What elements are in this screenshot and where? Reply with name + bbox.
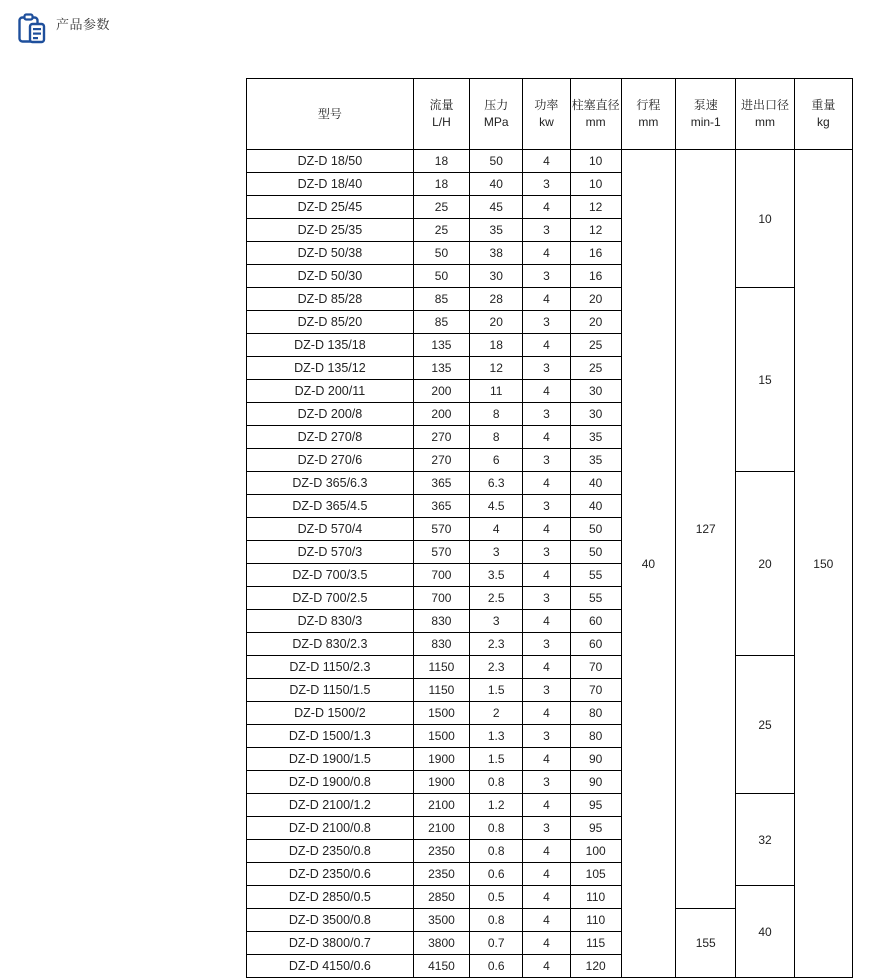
cell-pressure: 28 bbox=[470, 288, 523, 311]
cell-plunger-diameter: 60 bbox=[570, 633, 621, 656]
cell-power: 3 bbox=[523, 219, 570, 242]
cell-model: DZ-D 25/35 bbox=[247, 219, 414, 242]
cell-plunger-diameter: 35 bbox=[570, 426, 621, 449]
cell-power: 3 bbox=[523, 357, 570, 380]
cell-model: DZ-D 700/3.5 bbox=[247, 564, 414, 587]
cell-plunger-diameter: 95 bbox=[570, 817, 621, 840]
cell-power: 3 bbox=[523, 771, 570, 794]
cell-flow: 200 bbox=[413, 403, 469, 426]
cell-flow: 570 bbox=[413, 541, 469, 564]
cell-pressure: 11 bbox=[470, 380, 523, 403]
cell-flow: 135 bbox=[413, 357, 469, 380]
table-row bbox=[247, 886, 853, 909]
cell-plunger-diameter: 25 bbox=[570, 357, 621, 380]
cell-plunger-diameter: 10 bbox=[570, 173, 621, 196]
cell-plunger-diameter: 12 bbox=[570, 196, 621, 219]
cell-power: 3 bbox=[523, 725, 570, 748]
cell-flow: 1500 bbox=[413, 702, 469, 725]
cell-flow: 4150 bbox=[413, 955, 469, 978]
column-header-label: 行程 bbox=[636, 98, 661, 112]
cell-plunger-diameter: 80 bbox=[570, 702, 621, 725]
table-row bbox=[247, 472, 853, 495]
cell-power: 3 bbox=[523, 265, 570, 288]
cell-pressure: 2 bbox=[470, 702, 523, 725]
cell-model: DZ-D 1500/1.3 bbox=[247, 725, 414, 748]
cell-power: 4 bbox=[523, 150, 570, 173]
cell-power: 4 bbox=[523, 840, 570, 863]
cell-pressure: 6.3 bbox=[470, 472, 523, 495]
cell-flow: 2350 bbox=[413, 863, 469, 886]
cell-power: 4 bbox=[523, 886, 570, 909]
cell-pressure: 1.5 bbox=[470, 679, 523, 702]
column-header-stroke bbox=[621, 79, 675, 150]
column-header-unit: min-1 bbox=[690, 115, 721, 129]
cell-plunger-diameter: 55 bbox=[570, 587, 621, 610]
column-header-unit: kg bbox=[816, 115, 830, 129]
cell-pressure: 0.8 bbox=[470, 840, 523, 863]
cell-power: 4 bbox=[523, 472, 570, 495]
cell-model: DZ-D 18/50 bbox=[247, 150, 414, 173]
cell-power: 3 bbox=[523, 679, 570, 702]
column-header-label: 流量 bbox=[429, 98, 454, 112]
cell-model: DZ-D 4150/0.6 bbox=[247, 955, 414, 978]
cell-pressure: 50 bbox=[470, 150, 523, 173]
cell-model: DZ-D 365/4.5 bbox=[247, 495, 414, 518]
table-header-row bbox=[247, 79, 853, 150]
cell-plunger-diameter: 35 bbox=[570, 449, 621, 472]
cell-plunger-diameter: 105 bbox=[570, 863, 621, 886]
cell-flow: 2100 bbox=[413, 794, 469, 817]
cell-flow: 85 bbox=[413, 311, 469, 334]
cell-power: 4 bbox=[523, 334, 570, 357]
cell-plunger-diameter: 16 bbox=[570, 242, 621, 265]
cell-plunger-diameter: 120 bbox=[570, 955, 621, 978]
cell-power: 4 bbox=[523, 564, 570, 587]
cell-flow: 1500 bbox=[413, 725, 469, 748]
cell-model: DZ-D 1500/2 bbox=[247, 702, 414, 725]
cell-power: 3 bbox=[523, 587, 570, 610]
cell-model: DZ-D 1900/1.5 bbox=[247, 748, 414, 771]
cell-model: DZ-D 3800/0.7 bbox=[247, 932, 414, 955]
cell-model: DZ-D 2100/0.8 bbox=[247, 817, 414, 840]
cell-pressure: 45 bbox=[470, 196, 523, 219]
cell-plunger-diameter: 110 bbox=[570, 886, 621, 909]
cell-port-diameter: 15 bbox=[736, 288, 794, 472]
column-header-power bbox=[523, 79, 570, 150]
cell-pressure: 4.5 bbox=[470, 495, 523, 518]
cell-pump-speed: 155 bbox=[676, 909, 736, 978]
cell-plunger-diameter: 40 bbox=[570, 472, 621, 495]
cell-pressure: 30 bbox=[470, 265, 523, 288]
cell-power: 3 bbox=[523, 173, 570, 196]
cell-plunger-diameter: 30 bbox=[570, 403, 621, 426]
column-header-label: 柱塞直径 bbox=[571, 98, 620, 112]
cell-power: 4 bbox=[523, 748, 570, 771]
cell-flow: 270 bbox=[413, 426, 469, 449]
cell-flow: 1900 bbox=[413, 771, 469, 794]
cell-pressure: 0.8 bbox=[470, 771, 523, 794]
cell-pressure: 1.3 bbox=[470, 725, 523, 748]
cell-flow: 85 bbox=[413, 288, 469, 311]
page-title: 产品参数 bbox=[56, 16, 111, 32]
cell-power: 4 bbox=[523, 242, 570, 265]
clipboard-icon bbox=[18, 13, 46, 45]
cell-plunger-diameter: 95 bbox=[570, 794, 621, 817]
column-header-label: 进出口径 bbox=[740, 98, 789, 112]
cell-flow: 700 bbox=[413, 564, 469, 587]
cell-power: 4 bbox=[523, 610, 570, 633]
cell-model: DZ-D 200/11 bbox=[247, 380, 414, 403]
cell-pressure: 0.5 bbox=[470, 886, 523, 909]
cell-plunger-diameter: 16 bbox=[570, 265, 621, 288]
cell-pressure: 4 bbox=[470, 518, 523, 541]
cell-model: DZ-D 50/30 bbox=[247, 265, 414, 288]
cell-plunger-diameter: 50 bbox=[570, 518, 621, 541]
cell-power: 4 bbox=[523, 288, 570, 311]
cell-plunger-diameter: 40 bbox=[570, 495, 621, 518]
column-header-unit: L/H bbox=[432, 115, 451, 129]
cell-flow: 365 bbox=[413, 495, 469, 518]
table-row bbox=[247, 150, 853, 173]
cell-power: 3 bbox=[523, 403, 570, 426]
cell-plunger-diameter: 70 bbox=[570, 679, 621, 702]
cell-pressure: 8 bbox=[470, 426, 523, 449]
cell-pressure: 20 bbox=[470, 311, 523, 334]
cell-weight: 150 bbox=[794, 150, 852, 978]
cell-model: DZ-D 1150/1.5 bbox=[247, 679, 414, 702]
cell-plunger-diameter: 10 bbox=[570, 150, 621, 173]
column-header-unit: mm bbox=[755, 115, 775, 129]
cell-model: DZ-D 18/40 bbox=[247, 173, 414, 196]
cell-model: DZ-D 135/18 bbox=[247, 334, 414, 357]
cell-power: 4 bbox=[523, 863, 570, 886]
cell-stroke: 40 bbox=[621, 150, 675, 978]
column-header-unit: MPa bbox=[483, 115, 509, 129]
cell-plunger-diameter: 60 bbox=[570, 610, 621, 633]
cell-pressure: 2.3 bbox=[470, 633, 523, 656]
cell-flow: 830 bbox=[413, 633, 469, 656]
cell-model: DZ-D 270/6 bbox=[247, 449, 414, 472]
cell-model: DZ-D 1150/2.3 bbox=[247, 656, 414, 679]
cell-pressure: 35 bbox=[470, 219, 523, 242]
cell-plunger-diameter: 110 bbox=[570, 909, 621, 932]
cell-power: 4 bbox=[523, 794, 570, 817]
cell-port-diameter: 20 bbox=[736, 472, 794, 656]
cell-power: 3 bbox=[523, 495, 570, 518]
cell-flow: 18 bbox=[413, 173, 469, 196]
cell-pressure: 12 bbox=[470, 357, 523, 380]
column-header-plunger bbox=[570, 79, 621, 150]
cell-port-diameter: 25 bbox=[736, 656, 794, 794]
product-parameters-table bbox=[246, 78, 853, 978]
cell-plunger-diameter: 30 bbox=[570, 380, 621, 403]
cell-power: 3 bbox=[523, 633, 570, 656]
cell-model: DZ-D 365/6.3 bbox=[247, 472, 414, 495]
cell-flow: 1900 bbox=[413, 748, 469, 771]
column-header-label: 型号 bbox=[317, 106, 342, 121]
cell-port-diameter: 32 bbox=[736, 794, 794, 886]
cell-power: 4 bbox=[523, 196, 570, 219]
table-header bbox=[247, 79, 853, 150]
table-row bbox=[247, 288, 853, 311]
column-header-label: 压力 bbox=[484, 98, 509, 112]
column-header-unit: kw bbox=[539, 115, 554, 129]
cell-power: 4 bbox=[523, 955, 570, 978]
cell-flow: 50 bbox=[413, 265, 469, 288]
cell-pressure: 3 bbox=[470, 610, 523, 633]
cell-flow: 3800 bbox=[413, 932, 469, 955]
cell-model: DZ-D 270/8 bbox=[247, 426, 414, 449]
cell-pressure: 2.5 bbox=[470, 587, 523, 610]
cell-plunger-diameter: 12 bbox=[570, 219, 621, 242]
cell-model: DZ-D 830/2.3 bbox=[247, 633, 414, 656]
cell-model: DZ-D 2100/1.2 bbox=[247, 794, 414, 817]
page-header bbox=[0, 0, 869, 44]
column-header-unit: mm bbox=[638, 115, 659, 129]
cell-model: DZ-D 570/3 bbox=[247, 541, 414, 564]
cell-pressure: 0.8 bbox=[470, 817, 523, 840]
cell-port-diameter: 40 bbox=[736, 886, 794, 978]
cell-flow: 18 bbox=[413, 150, 469, 173]
cell-pressure: 40 bbox=[470, 173, 523, 196]
cell-flow: 700 bbox=[413, 587, 469, 610]
cell-flow: 3500 bbox=[413, 909, 469, 932]
cell-flow: 200 bbox=[413, 380, 469, 403]
column-header-label: 重量 bbox=[811, 98, 836, 112]
column-header-label: 功率 bbox=[534, 98, 559, 112]
cell-pressure: 18 bbox=[470, 334, 523, 357]
cell-flow: 135 bbox=[413, 334, 469, 357]
cell-power: 4 bbox=[523, 702, 570, 725]
cell-model: DZ-D 200/8 bbox=[247, 403, 414, 426]
cell-power: 4 bbox=[523, 380, 570, 403]
cell-model: DZ-D 1900/0.8 bbox=[247, 771, 414, 794]
cell-flow: 2850 bbox=[413, 886, 469, 909]
cell-pressure: 0.6 bbox=[470, 955, 523, 978]
column-header-speed bbox=[676, 79, 736, 150]
cell-flow: 830 bbox=[413, 610, 469, 633]
cell-model: DZ-D 700/2.5 bbox=[247, 587, 414, 610]
cell-plunger-diameter: 20 bbox=[570, 311, 621, 334]
cell-plunger-diameter: 55 bbox=[570, 564, 621, 587]
cell-model: DZ-D 830/3 bbox=[247, 610, 414, 633]
cell-model: DZ-D 3500/0.8 bbox=[247, 909, 414, 932]
cell-power: 3 bbox=[523, 449, 570, 472]
cell-plunger-diameter: 90 bbox=[570, 748, 621, 771]
cell-pressure: 1.5 bbox=[470, 748, 523, 771]
cell-flow: 25 bbox=[413, 196, 469, 219]
cell-plunger-diameter: 50 bbox=[570, 541, 621, 564]
cell-model: DZ-D 2350/0.8 bbox=[247, 840, 414, 863]
spec-table-wrapper bbox=[246, 78, 853, 978]
cell-plunger-diameter: 115 bbox=[570, 932, 621, 955]
cell-power: 3 bbox=[523, 311, 570, 334]
cell-pressure: 0.7 bbox=[470, 932, 523, 955]
column-header-flow bbox=[413, 79, 469, 150]
cell-plunger-diameter: 100 bbox=[570, 840, 621, 863]
cell-model: DZ-D 85/28 bbox=[247, 288, 414, 311]
cell-plunger-diameter: 70 bbox=[570, 656, 621, 679]
cell-power: 4 bbox=[523, 909, 570, 932]
cell-pump-speed: 127 bbox=[676, 150, 736, 909]
cell-pressure: 0.6 bbox=[470, 863, 523, 886]
cell-pressure: 1.2 bbox=[470, 794, 523, 817]
cell-flow: 25 bbox=[413, 219, 469, 242]
cell-power: 4 bbox=[523, 656, 570, 679]
cell-flow: 50 bbox=[413, 242, 469, 265]
cell-plunger-diameter: 90 bbox=[570, 771, 621, 794]
cell-model: DZ-D 25/45 bbox=[247, 196, 414, 219]
cell-plunger-diameter: 25 bbox=[570, 334, 621, 357]
cell-model: DZ-D 135/12 bbox=[247, 357, 414, 380]
cell-model: DZ-D 85/20 bbox=[247, 311, 414, 334]
cell-pressure: 38 bbox=[470, 242, 523, 265]
column-header-label: 泵速 bbox=[693, 98, 718, 112]
cell-power: 3 bbox=[523, 817, 570, 840]
cell-plunger-diameter: 20 bbox=[570, 288, 621, 311]
cell-model: DZ-D 50/38 bbox=[247, 242, 414, 265]
table-body bbox=[247, 150, 853, 978]
cell-pressure: 3.5 bbox=[470, 564, 523, 587]
cell-pressure: 3 bbox=[470, 541, 523, 564]
column-header-press bbox=[470, 79, 523, 150]
cell-power: 4 bbox=[523, 426, 570, 449]
cell-model: DZ-D 2350/0.6 bbox=[247, 863, 414, 886]
cell-pressure: 6 bbox=[470, 449, 523, 472]
cell-pressure: 8 bbox=[470, 403, 523, 426]
cell-plunger-diameter: 80 bbox=[570, 725, 621, 748]
cell-flow: 1150 bbox=[413, 656, 469, 679]
column-header-unit: mm bbox=[585, 115, 606, 129]
column-header-port bbox=[736, 79, 794, 150]
cell-pressure: 2.3 bbox=[470, 656, 523, 679]
cell-flow: 270 bbox=[413, 449, 469, 472]
column-header-weight bbox=[794, 79, 852, 150]
cell-flow: 2100 bbox=[413, 817, 469, 840]
cell-model: DZ-D 2850/0.5 bbox=[247, 886, 414, 909]
cell-flow: 2350 bbox=[413, 840, 469, 863]
table-row bbox=[247, 656, 853, 679]
column-header-model bbox=[247, 79, 414, 150]
cell-power: 4 bbox=[523, 518, 570, 541]
cell-power: 3 bbox=[523, 541, 570, 564]
cell-flow: 365 bbox=[413, 472, 469, 495]
cell-model: DZ-D 570/4 bbox=[247, 518, 414, 541]
cell-flow: 570 bbox=[413, 518, 469, 541]
cell-pressure: 0.8 bbox=[470, 909, 523, 932]
cell-flow: 1150 bbox=[413, 679, 469, 702]
cell-port-diameter: 10 bbox=[736, 150, 794, 288]
table-row bbox=[247, 794, 853, 817]
cell-power: 4 bbox=[523, 932, 570, 955]
